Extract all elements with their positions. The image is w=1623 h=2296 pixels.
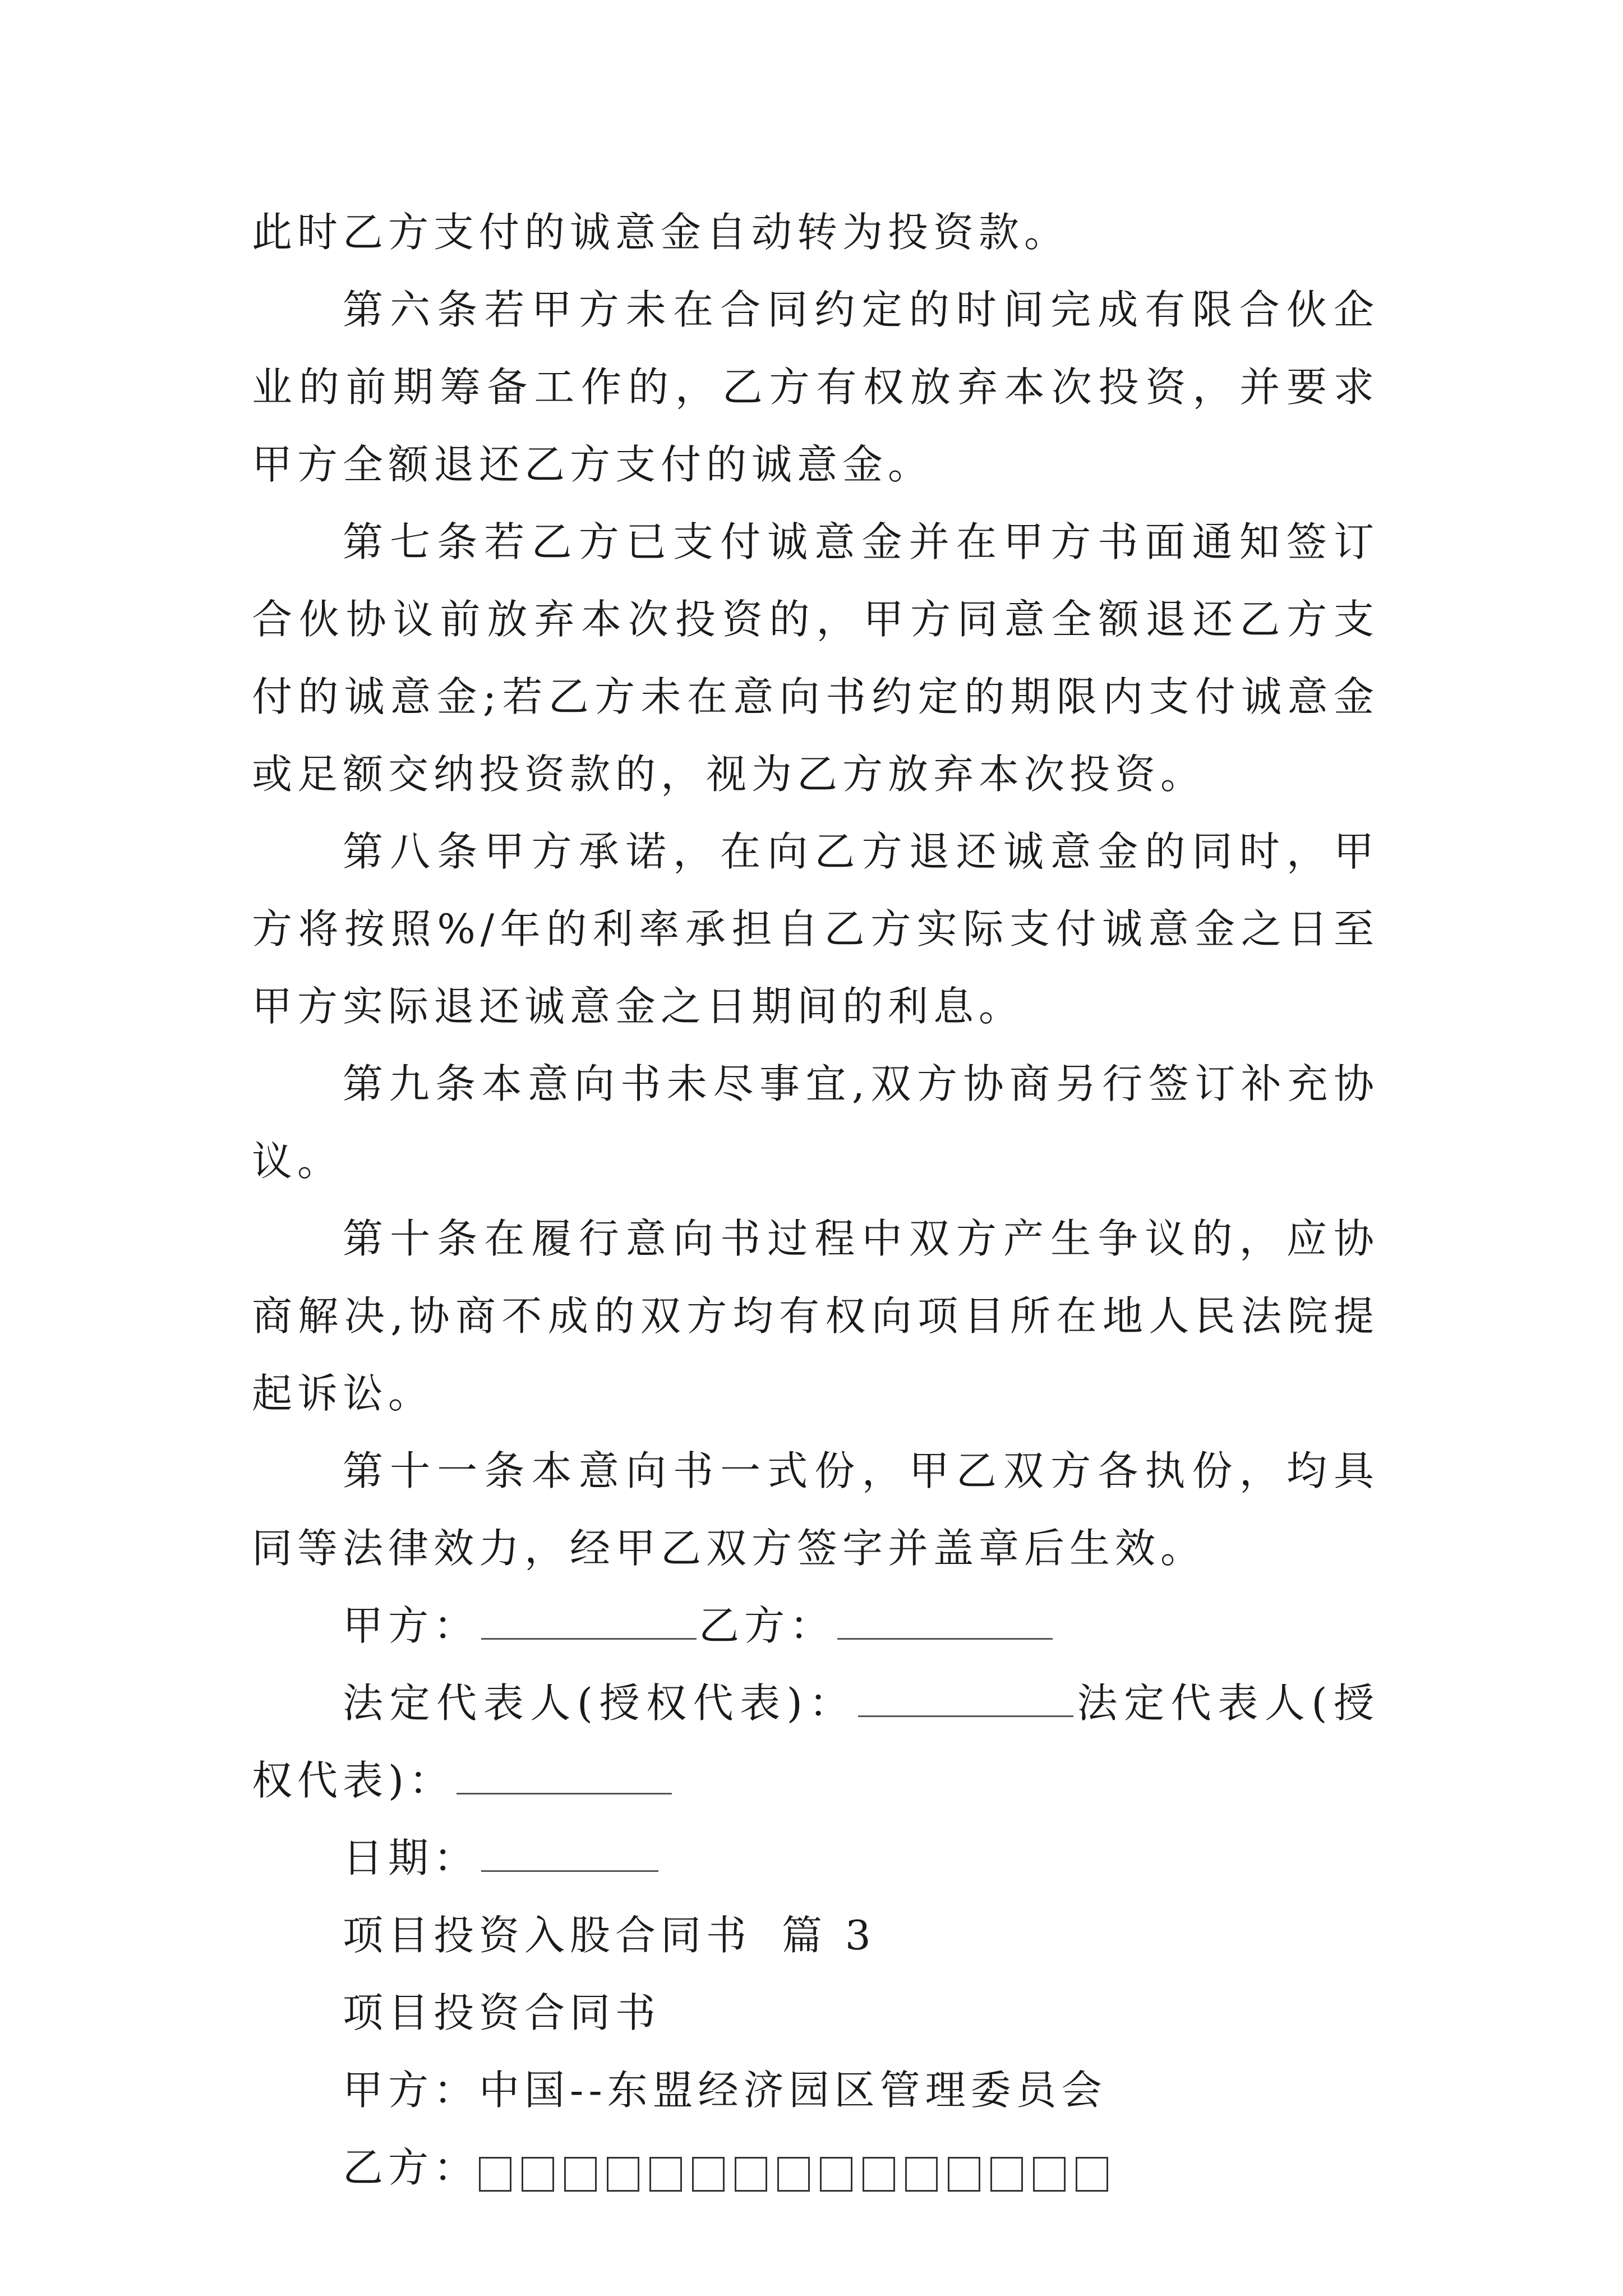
placeholder-box <box>564 2157 597 2192</box>
party-b-placeholder-boxes <box>479 2132 1118 2210</box>
paragraph-article-6: 第六条若甲方未在合同约定的时间完成有限合伙企业的前期筹备工作的，乙方有权放弃本次投资，并要求甲方全额退还乙方支付的诚意金。 <box>252 286 1379 488</box>
section-title: 项目投资入股合同书 <box>343 1912 752 1959</box>
contract-party-b-label: 乙方： <box>343 2144 479 2191</box>
contract-party-b <box>252 2129 1379 2206</box>
placeholder-box <box>863 2157 895 2192</box>
placeholder-box <box>777 2157 810 2192</box>
placeholder-box <box>479 2157 511 2192</box>
placeholder-box <box>905 2157 938 2192</box>
party-b-blank <box>837 1604 1053 1640</box>
paragraph-article-8: 第八条甲方承诺，在向乙方退还诚意金的同时，甲方将按照%/年的利率承担自乙方实际支付诚意金之日至甲方实际退还诚意金之日期间的利息。 <box>252 828 1379 1030</box>
paragraph-article-9: 第九条本意向书未尽事宜,双方协商另行签订补充协议。 <box>252 1060 1379 1185</box>
section-heading <box>252 1897 1379 1974</box>
signature-representatives <box>252 1664 1379 1819</box>
placeholder-box <box>735 2157 767 2192</box>
placeholder-box <box>1076 2157 1108 2192</box>
paragraph-article-11: 第十一条本意向书一式份，甲乙双方各执份，均具同等法律效力，经甲乙双方签字并盖章后生效。 <box>252 1447 1379 1572</box>
placeholder-box <box>990 2157 1023 2192</box>
party-a-label: 甲方： <box>343 1602 479 1649</box>
rep-b-blank <box>457 1759 672 1795</box>
rep-a-label: 法定代表人(授权代表)： <box>343 1680 856 1727</box>
rep-a-blank <box>858 1682 1073 1717</box>
paragraph-continuation: 此时乙方支付的诚意金自动转为投资款。 <box>252 209 1070 256</box>
placeholder-box <box>692 2157 725 2192</box>
date-label: 日期： <box>343 1834 479 1881</box>
party-b-label: 乙方： <box>699 1602 836 1649</box>
section-part-label: 篇 3 <box>782 1912 876 1959</box>
date-blank <box>481 1837 658 1872</box>
placeholder-box <box>820 2157 852 2192</box>
contract-title: 项目投资合同书 <box>343 1989 661 2036</box>
document-body <box>252 194 1379 2206</box>
signature-parties-line <box>252 1587 1379 1664</box>
placeholder-box <box>522 2157 554 2192</box>
paragraph-article-7: 第七条若乙方已支付诚意金并在甲方书面通知签订合伙协议前放弃本次投资的，甲方同意全额退还乙方支付的诚意金;若乙方未在意向书约定的期限内支付诚意金或足额交纳投资款的，视为乙方放弃本次投资。 <box>252 518 1379 798</box>
rep-b-label: 法定代表人(授权代表)： <box>252 1680 1379 1804</box>
paragraph-article-10: 第十条在履行意向书过程中双方产生争议的，应协商解决,协商不成的双方均有权向项目所在地人民法院提起诉讼。 <box>252 1215 1379 1417</box>
placeholder-box <box>1033 2157 1066 2192</box>
party-a-blank <box>481 1604 697 1640</box>
placeholder-box <box>607 2157 639 2192</box>
placeholder-box <box>649 2157 682 2192</box>
signature-date-line <box>252 1819 1379 1897</box>
contract-party-a: 甲方：中国--东盟经济园区管理委员会 <box>343 2067 1107 2114</box>
placeholder-box <box>948 2157 980 2192</box>
